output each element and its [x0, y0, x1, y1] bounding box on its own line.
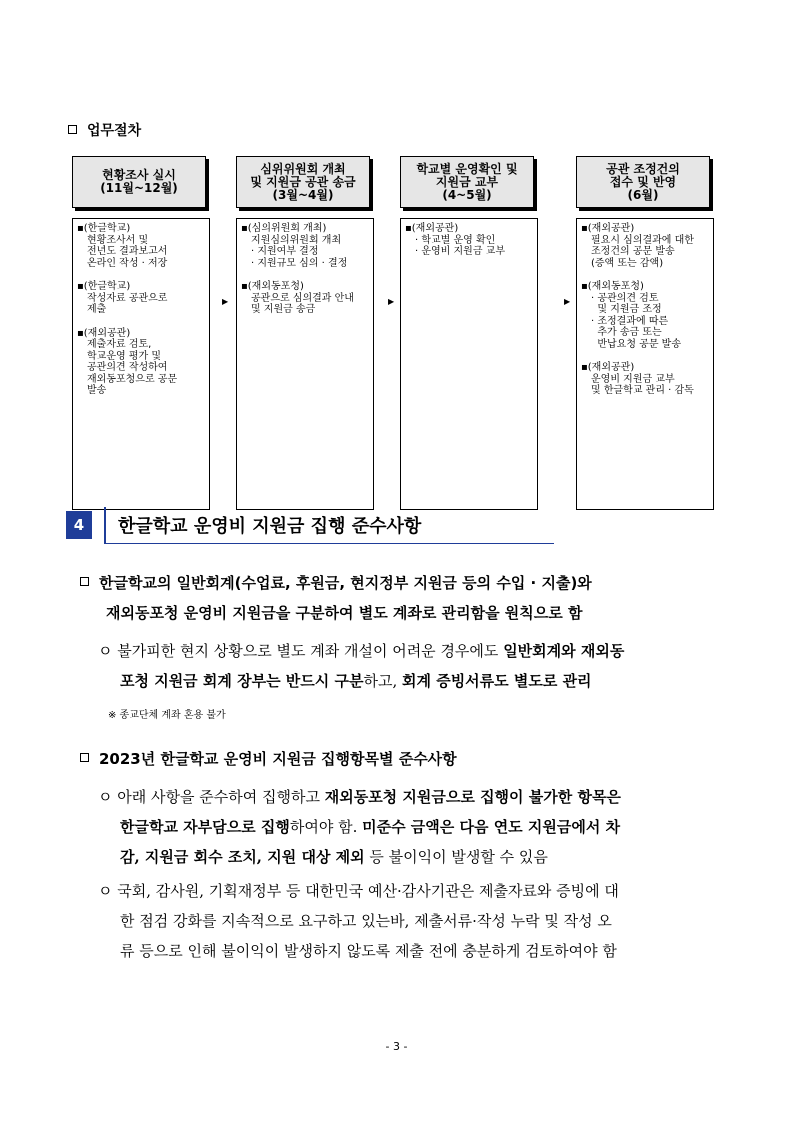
header-line: 및 지원금 공관 송금 [250, 174, 356, 189]
header-box [236, 156, 370, 208]
bullet-icon: ▪ [77, 327, 84, 339]
item-line: · 조정결과에 따른 [591, 315, 669, 327]
item-line: · 지원규모 심의 · 결정 [251, 257, 348, 269]
header-line: 공관 조정건의 [606, 161, 680, 176]
step-body [400, 218, 538, 510]
page-number: - 3 - [385, 1040, 408, 1053]
header-line: (6월) [627, 187, 659, 202]
item-line: 공관의견 작성하여 [87, 362, 168, 373]
step-item [581, 362, 709, 397]
item-line: · 지원여부 결정 [251, 246, 319, 257]
step-item [241, 281, 369, 316]
procedure-step [236, 156, 374, 315]
item-head: (재외공관) [587, 223, 635, 234]
item-line: · 공관의견 검토 [591, 292, 659, 304]
step-body [236, 218, 374, 510]
arrow-right-icon: ▶ [388, 297, 395, 306]
item-line: (증액 또는 감액) [591, 257, 664, 269]
chapter-divider [104, 507, 106, 543]
step-header [400, 156, 538, 212]
item-head: (한글학교) [83, 223, 131, 234]
item-line: 및 지원금 송금 [251, 304, 316, 315]
step-body [72, 218, 210, 510]
procedure-step [576, 156, 714, 396]
chapter-underline [104, 543, 554, 544]
header-line: (4~5월) [442, 187, 492, 202]
item-line: 발송 [87, 385, 107, 396]
item-head: (재외동포청) [587, 281, 644, 292]
arrow-right-icon: ▶ [564, 297, 571, 306]
para-account-sub: ㅇ 불가피한 현지 상황으로 별도 계좌 개설이 어려운 경우에도 일반회계와 재외동 포청 지원금 회계 장부는 반드시 구분하고, 회계 증빙서류도 별도로 관리 [98, 642, 625, 690]
bullet-icon: ▪ [405, 223, 412, 234]
bullet-icon: ▪ [581, 362, 588, 373]
item-line: 제출자료 검토, [87, 339, 152, 350]
checkbox-square-icon [80, 753, 89, 762]
item-line: 반납요청 공문 발송 [591, 338, 681, 350]
item-line: 필요시 심의결과에 대한 [591, 234, 694, 246]
note-religious: ※ 종교단체 계좌 혼용 불가 [108, 710, 226, 721]
chapter-title: 한글학교 운영비 지원금 집행 준수사항 [118, 516, 422, 537]
item-line: · 운영비 지원금 교부 [415, 246, 505, 257]
bullet-icon: ▪ [241, 281, 248, 292]
item-line: 및 한글학교 관리 · 감독 [591, 385, 694, 396]
header-line: (11월~12월) [100, 181, 178, 195]
item-line: 조정건의 공문 발송 [591, 246, 675, 257]
procedure-step [400, 156, 538, 257]
step-item [581, 223, 709, 269]
item-line: 지원심의위원회 개최 [251, 234, 342, 246]
step-header [236, 156, 374, 212]
header-box [400, 156, 534, 208]
item-line: 제출 [87, 304, 107, 315]
item-head: (재외동포청) [247, 281, 304, 292]
item-head: (재외공관) [411, 223, 459, 234]
step-item [77, 281, 205, 316]
checkbox-square-icon [68, 125, 77, 134]
item-line: 전년도 결과보고서 [87, 246, 168, 257]
bullet-icon: ▪ [581, 223, 588, 234]
header-box [72, 156, 206, 208]
procedure-step [72, 156, 210, 396]
header-line: (3월~4월) [272, 187, 334, 202]
step-item [405, 223, 533, 258]
item-line: 학교운영 평가 및 [87, 350, 161, 362]
item-line: 작성자료 공관으로 [87, 292, 168, 304]
chapter-number: 4 [66, 511, 92, 539]
item-head: (재외공관) [83, 327, 131, 339]
header-line: 현황조사 실시 [102, 168, 176, 182]
para-2023-sub1: ㅇ 아래 사항을 준수하여 집행하고 재외동포청 지원금으로 집행이 불가한 항목은 한글학교 자부담으로 집행하여야 함. 미준수 금액은 다음 연도 지원금에서 차 감, 지원금 회수 조치, 지원 대상 제외 등 불이익이 발생할 수 있음 [98, 788, 621, 866]
step-header [72, 156, 210, 212]
bullet-icon: ▪ [581, 281, 588, 292]
arrow-right-icon: ▶ [222, 297, 229, 306]
step-item [241, 223, 369, 269]
header-line: 심위위원회 개최 [260, 161, 346, 176]
section-title: 업무절차 [68, 120, 141, 140]
item-line: 추가 송금 또는 [591, 327, 662, 338]
checkbox-square-icon [80, 577, 89, 586]
item-line: · 학교별 운영 확인 [415, 234, 496, 246]
item-line: 및 지원금 조정 [591, 304, 662, 315]
item-line: 공관으로 심의결과 안내 [251, 292, 354, 304]
item-head: (재외공관) [587, 362, 635, 373]
bullet-icon: ▪ [77, 281, 84, 292]
header-line: 접수 및 반영 [609, 174, 677, 189]
item-line: 재외동포청으로 공문 [87, 373, 178, 385]
para-2023-sub2: ㅇ 국회, 감사원, 기획재정부 등 대한민국 예산·감사기관은 제출자료와 증빙에 대 한 점검 강화를 지속적으로 요구하고 있는바, 제출서류·작성 누락 및 작성 오 류 등으로 인해 불이익이 발생하지 않도록 제출 전에 충분하게 검토하여야 함 [98, 882, 619, 960]
item-head: (한글학교) [83, 281, 131, 292]
step-item [581, 281, 709, 350]
header-box [576, 156, 710, 208]
step-item [77, 223, 205, 269]
step-item [77, 328, 205, 397]
bullet-icon: ▪ [77, 223, 84, 234]
step-body [576, 218, 714, 510]
item-line: 운영비 지원금 교부 [591, 373, 675, 385]
header-line: 지원금 교부 [435, 174, 499, 189]
header-line: 학교별 운영확인 및 [416, 161, 518, 176]
bullet-icon: ▪ [241, 223, 248, 234]
item-line: 온라인 작성 · 저장 [87, 257, 168, 269]
para-2023-title: 2023년 한글학교 운영비 지원금 집행항목별 준수사항 [80, 748, 457, 769]
para-account-rule: 한글학교의 일반회계(수업료, 후원금, 현지정부 지원금 등의 수입 · 지출)와 재외동포청 운영비 지원금을 구분하여 별도 계좌로 관리함을 원칙으로 함 [80, 568, 592, 628]
item-head: (심의위원회 개최) [247, 223, 327, 234]
item-line: 현황조사서 및 [87, 234, 149, 246]
step-header [576, 156, 714, 212]
